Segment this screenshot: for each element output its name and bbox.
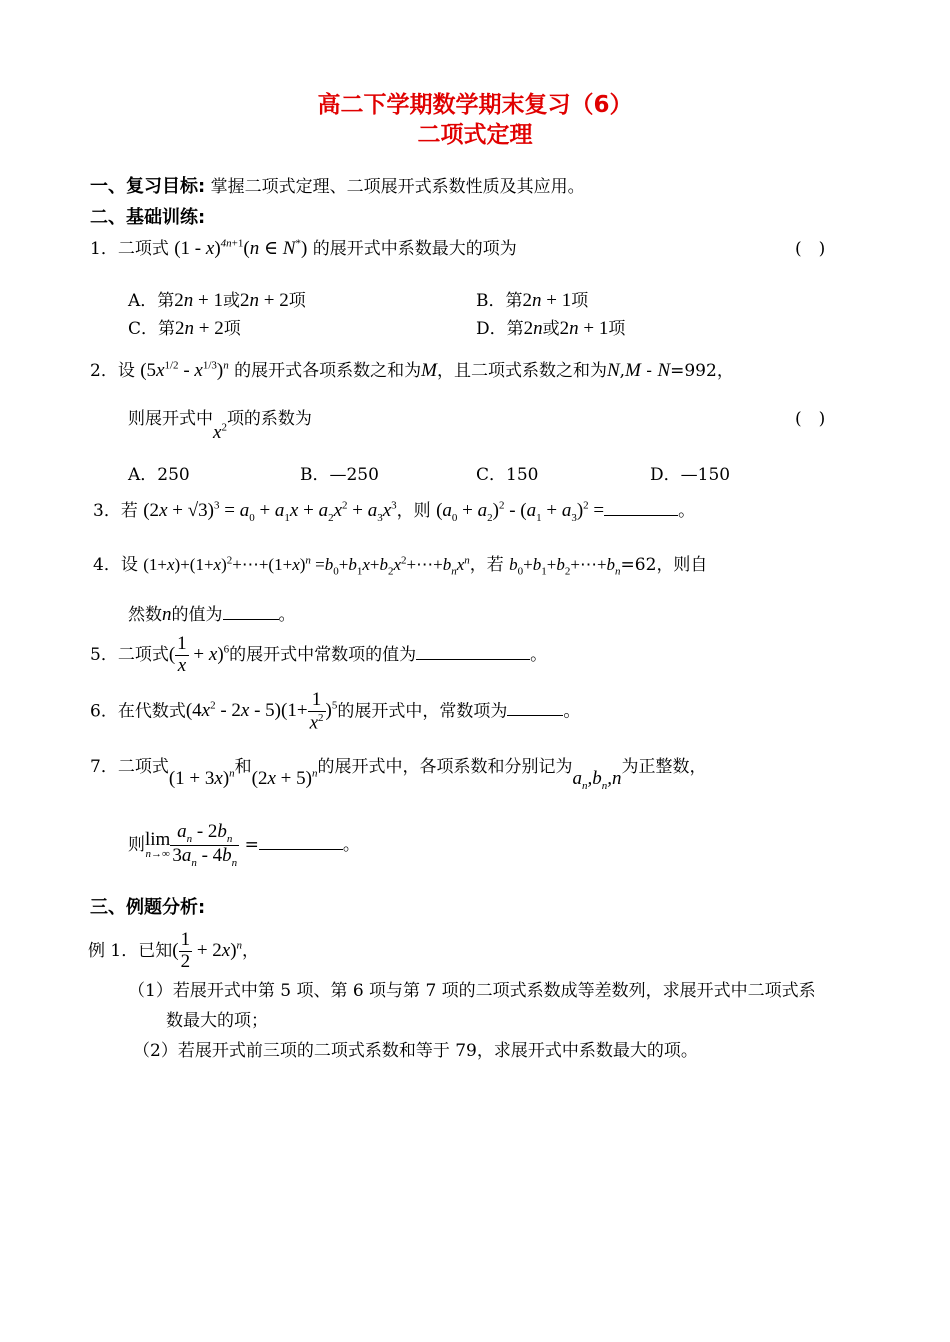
example-1-part-2: （2）若展开式前三项的二项式系数和等于 79，求展开式中系数最大的项。	[133, 1041, 698, 1061]
q1-answer-paren: ( )	[795, 239, 826, 259]
page-title: 高二下学期数学期末复习（6）	[317, 92, 633, 118]
q4-line2: 然数n的值为 。	[128, 604, 296, 625]
question-7: 7．二项式$(1 + 3x)^n$和$(2x + 5)^n$的展开式中，各项系数和分别记为$a_n,b_n,n$为正整数，	[90, 757, 707, 792]
section-goal-heading: 一、复习目标:	[90, 176, 206, 197]
question-1	[90, 234, 517, 260]
q1-formula: (1 - x)$^{4n+1}$(n ∈ N*)	[174, 237, 308, 259]
section-basic-heading: 二、基础训练:	[90, 207, 206, 228]
q4-answer-blank[interactable]	[223, 603, 279, 620]
q2-answer-paren: ( )	[795, 409, 826, 429]
question-5: 5．二项式( $\frac{1}{x}$ + x)$^6$的展开式中常数项的值为 。	[90, 633, 548, 676]
question-3: 3．若 $(2x + √3)^3 = a_0 + a_1x + a_2x^2 + a_3x^3$，则 $(a_0 + a_2)^2 - (a_1 + a_3)^2$ = 。	[93, 499, 696, 524]
example-1: 例 1．已知( $\frac{1}{2}$ + 2x)$^n$，	[88, 929, 260, 972]
q5-answer-blank[interactable]	[416, 643, 530, 660]
q1-option-c: C．第2n + 2项	[128, 318, 241, 339]
q1-number: 1．	[90, 239, 118, 259]
section-goal-text: 掌握二项式定理、二项展开式系数性质及其应用。	[210, 177, 585, 197]
q3-answer-blank[interactable]	[604, 499, 678, 516]
page-subtitle: 二项式定理	[417, 122, 533, 148]
q4-formula: $(1+x)+(1+x)^2+\cdots+(1+x)^n$ $=b_0+b_1x+b_2x^2+\cdots+b_nx^n$	[143, 554, 470, 578]
q7-answer-blank[interactable]	[259, 833, 343, 850]
question-4: 4．设 $(1+x)+(1+x)^2+\cdots+(1+x)^n$ $=b_0+b_1x+b_2x^2+\cdots+b_nx^n$，若 $b_0+b_1+b_2+\cdots+b_n=62$，则自	[93, 554, 708, 578]
q1-option-a: A．第2n + 1或2n + 2项	[128, 290, 306, 311]
q6-formula: $(4x^2 - 2x - 5)(1+$ $\frac{1}{x^2}$ )$^5$	[185, 689, 338, 734]
q7-line2: 则lim n→∞ $\frac{a_n - 2b_n}{3a_n - 4b_n}$ = 。	[128, 821, 360, 869]
section-examples-heading: 三、例题分析:	[90, 897, 206, 918]
example-1-part-1-cont: 数最大的项；	[166, 1011, 268, 1031]
q2-option-b: B．—250	[300, 465, 379, 485]
q1-option-b: B．第2n + 1项	[476, 290, 589, 311]
question-2: 2．设 $(5x^{1/2} - x^{1/3})^n$ 的展开式各项系数之和为M，且二项式系数之和为N,M - N=992，	[90, 359, 734, 381]
ex1-formula: ( $\frac{1}{2}$ + 2x)$^n$	[172, 929, 243, 972]
q1-text-post: 的展开式中系数最大的项为	[312, 239, 517, 259]
q2-option-c: C．150	[476, 465, 539, 485]
q2-option-d: D．—150	[650, 465, 731, 485]
question-6: 6．在代数式$(4x^2 - 2x - 5)(1+$ $\frac{1}{x^2}$ )$^5$的展开式中，常数项为 。	[90, 689, 581, 734]
q2-option-a: A．250	[128, 465, 190, 485]
q2-formula: $(5x^{1/2} - x^{1/3})^n$	[140, 359, 229, 381]
q6-answer-blank[interactable]	[507, 699, 563, 716]
q3-formula: $(2x + √3)^3 = a_0 + a_1x + a_2x^2 + a_3x^3$	[143, 499, 397, 524]
q2-line2: 则展开式中$x^2$项的系数为	[128, 409, 312, 443]
q1-option-d: D．第2n或2n + 1项	[476, 318, 626, 339]
q5-formula: ( $\frac{1}{x}$ + x)$^6$	[168, 633, 230, 676]
section-goal	[90, 172, 585, 198]
q1-text-pre: 二项式	[117, 239, 169, 259]
example-1-part-1: （1）若展开式中第 5 项、第 6 项与第 7 项的二项式系数成等差数列，求展开式中二项式系	[128, 981, 816, 1001]
